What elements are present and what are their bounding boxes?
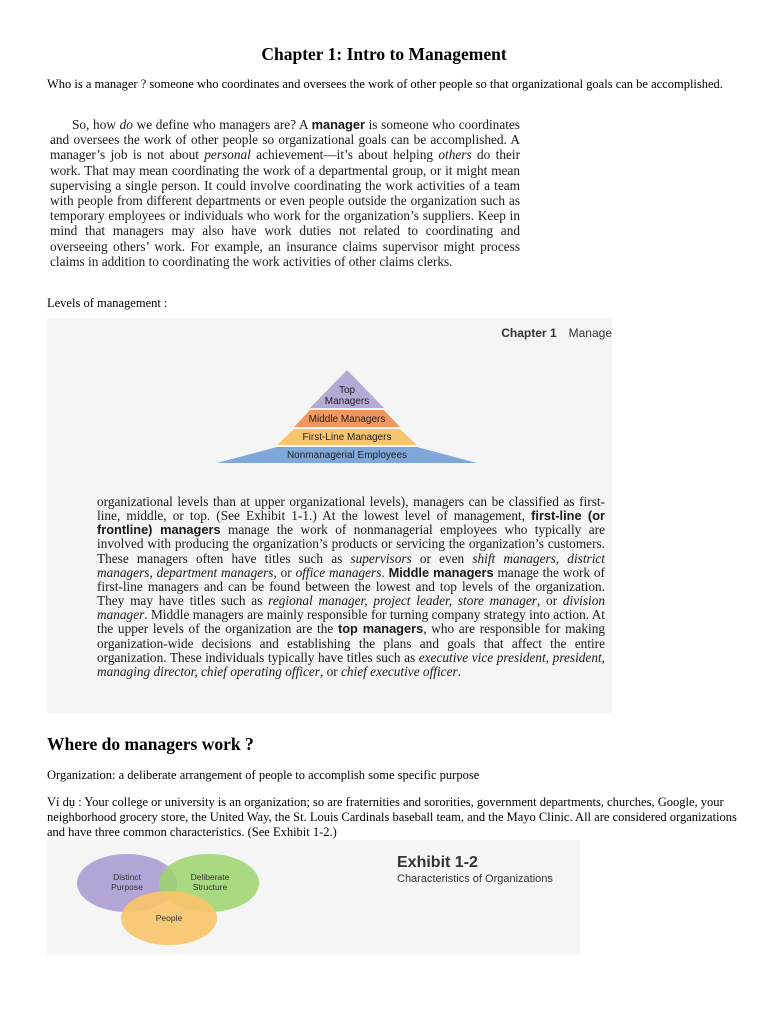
excerpt-text: do their work. That may mean coordinating the work of a departmental group, or it might mean supervising a single person. It could involve coordinating the work activities of a team with people from different departments or even people outside the organization such as temporary employees or individuals who work for the organization’s suppliers. Keep in mind that managers may also have work duties not related to coordinating and overseeing others’ work. For example, an insurance claims supervisor might process claims in addition to coordinating the work activities of other claims clerks.: [50, 147, 521, 269]
venn-label-distinct: Distinct: [113, 872, 141, 882]
book-excerpt-manager: [50, 117, 520, 269]
keyword-first-line-managers: first-line (or frontline) managers: [97, 508, 605, 538]
pyramid-first-line-label: First-Line Managers: [302, 432, 392, 443]
excerpt-emphasis: shift managers, district managers, department managers: [97, 550, 605, 580]
section-heading-where-managers-work: Where do managers work ?: [47, 734, 254, 754]
excerpt-emphasis: do: [119, 117, 133, 132]
excerpt-text: , or: [273, 564, 296, 580]
excerpt-text: So, how: [72, 117, 120, 132]
excerpt-text: . Middle managers are mainly responsible for turning company strategy into action. At the upper levels of the organization are the: [97, 607, 605, 637]
levels-label: Levels of management :: [47, 296, 168, 310]
organization-definition: Organization: a deliberate arrangement of people to accomplish some specific purpose: [47, 768, 480, 782]
venn-label-structure: Structure: [192, 882, 228, 892]
excerpt-text: manage the work of first-line managers and can be found between the lowest and top levels of the organization. They may have titles such as: [97, 564, 605, 609]
excerpt-emphasis: chief executive officer: [341, 663, 458, 679]
excerpt-text: is someone who coordinates and oversees the work of other people so organizational goals can be accomplished. A manager’s job is not about: [50, 117, 520, 163]
organization-characteristics-venn: [72, 840, 272, 948]
excerpt-text: manage the work of nonmanagerial employees who typically are involved with producing the organization’s products or servicing the organization’s customers. These managers often have titles such as: [97, 522, 605, 566]
excerpt-emphasis: regional manager, project leader, store manager: [268, 593, 537, 609]
excerpt-text: , who are responsible for making organization-wide decisions and establishing the plans and goals that affect the entire organization. These individuals typically have titles such as: [97, 621, 605, 665]
manager-definition: Who is a manager ? someone who coordinates and oversees the work of other people so that organizational goals can be accomplished.: [47, 77, 723, 91]
levels-of-management-figure: [47, 318, 612, 713]
excerpt-emphasis: personal: [204, 147, 251, 163]
venn-label-purpose: Purpose: [111, 882, 143, 892]
excerpt-text: .: [381, 564, 389, 580]
excerpt-text: , or: [536, 593, 563, 609]
excerpt-text: .: [457, 663, 461, 679]
excerpt-text: , or: [319, 663, 341, 679]
excerpt-text: organizational levels than at upper organizational levels), managers can be classified as first-line, middle, or top. (See Exhibit 1-1.) At the lowest level of management,: [97, 494, 605, 524]
header-chapter-word: Manage: [568, 326, 612, 340]
excerpt-emphasis: office managers: [295, 564, 382, 580]
pyramid-top-label-line1: Top: [338, 385, 356, 396]
venn-label-people: People: [155, 913, 183, 923]
pyramid-middle-label: Middle Managers: [308, 414, 386, 425]
chapter-title: Chapter 1: Intro to Management: [261, 44, 507, 64]
pyramid-base-label: Nonmanagerial Employees: [286, 450, 408, 461]
exhibit-subtitle: Characteristics of Organizations: [397, 873, 553, 885]
excerpt-emphasis: others: [438, 147, 472, 163]
pyramid-top-label-line2: Managers: [324, 396, 370, 407]
keyword-middle-managers: Middle managers: [388, 564, 494, 580]
keyword-top-managers: top managers: [337, 621, 424, 637]
keyword-manager: manager: [311, 117, 365, 132]
excerpt-text: we define who managers are? A: [132, 117, 312, 132]
organization-example-paragraph: Ví dụ : Your college or university is an organization; so are fraternities and sororities, government departments, churches, Google, your neighborhood grocery store, the United Way, the St. Louis Cardinals baseball team, and the Mayo Clinic. All are considered organizations and have three common characteristics. (See Exhibit 1-2.): [47, 795, 737, 839]
excerpt-text: achievement—it’s about helping: [250, 147, 439, 163]
book-page-header: [501, 326, 612, 340]
venn-label-deliberate: Deliberate: [190, 872, 230, 882]
exhibit-1-2-figure: [47, 840, 580, 955]
management-pyramid: [212, 370, 482, 468]
book-excerpt-levels: [97, 495, 605, 679]
excerpt-text: or even: [411, 550, 473, 566]
exhibit-title: Exhibit 1-2: [397, 854, 478, 871]
excerpt-emphasis: supervisors: [350, 550, 412, 566]
excerpt-emphasis: division manager: [97, 593, 605, 623]
header-chapter-label: Chapter 1: [501, 326, 557, 340]
excerpt-emphasis: executive vice president, president, managing director, chief operating officer: [97, 649, 605, 679]
